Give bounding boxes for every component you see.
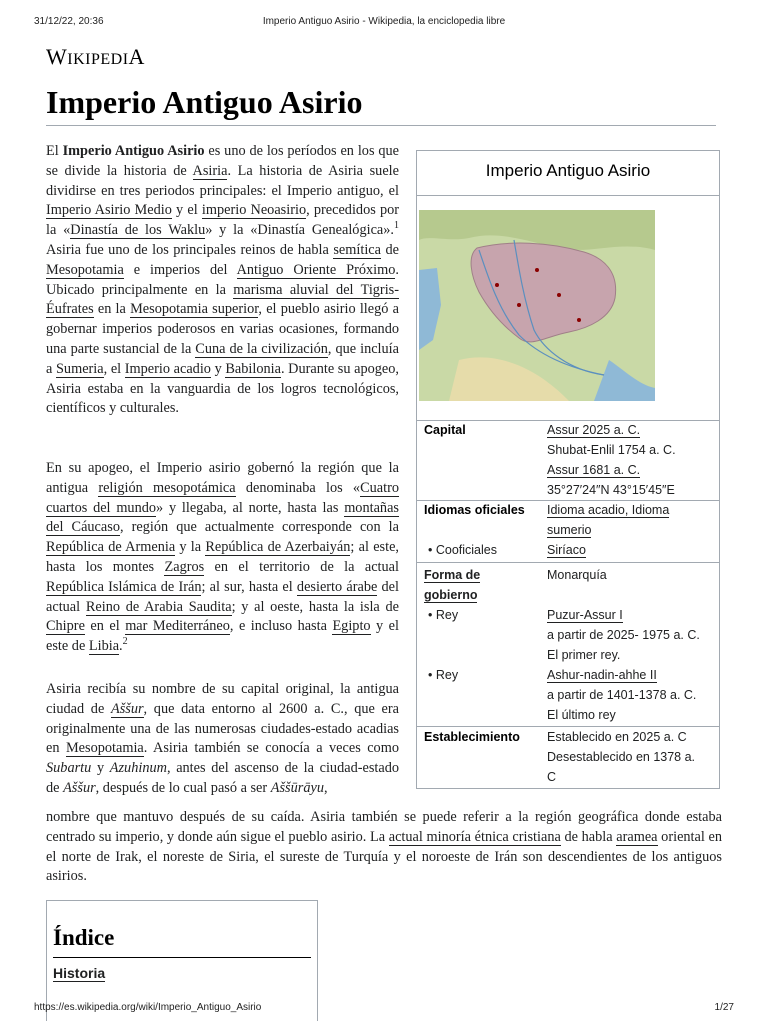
link-desierto-arabe[interactable]: desierto árabe <box>296 578 378 595</box>
capital-line-1[interactable]: Assur 2025 a. C. <box>547 423 641 437</box>
toc-title: Índice <box>53 925 115 950</box>
infobox-divider <box>417 562 719 563</box>
capital-line-2[interactable]: Shubat-Enlil 1754 a. C. <box>547 443 676 457</box>
paragraph-nombre: Asiria recibía su nombre de su capital original, la antigua ciudad de Aššur, que data entorno al 2600 a. C., que era originalmente una de las numerosas ciudades-estado acadias en Mesopotamia. Asiria también se conocía a veces como Subartu y Azuhinum, antes del ascenso de la ciudad-estado de Aššur, después de lo cual pasó a ser Aššūrāyu, <box>46 681 399 796</box>
map-svg <box>419 210 655 401</box>
link-imperio-neoasirio[interactable]: imperio Neoasirio <box>201 202 307 219</box>
link-arabia-saudita[interactable]: Reino de Arabia Saudita <box>85 598 232 615</box>
link-mediterraneo[interactable]: mar Mediterráneo <box>125 618 230 635</box>
link-zagros[interactable]: Zagros <box>164 558 205 575</box>
link-babilonia[interactable]: Babilonia <box>225 360 281 377</box>
logo-w: W <box>46 44 68 69</box>
print-page-title: Imperio Antiguo Asirio - Wikipedia, la enciclopedia libre <box>262 16 506 27</box>
link-asiria[interactable]: Asiria <box>192 162 228 179</box>
establecimiento-value: Establecido en 2025 a. C Desestablecido en 1378 a. C <box>547 730 696 784</box>
link-mesopotamia-superior[interactable]: Mesopotamia superior <box>130 301 259 318</box>
rey-label-1: • Rey <box>428 608 459 622</box>
link-libia[interactable]: Libia <box>88 638 120 655</box>
link-dinastia-waklu[interactable]: Dinastía de los Waklu <box>70 222 206 239</box>
cooficiales-label: • Cooficiales <box>428 543 497 557</box>
link-mesopotamia[interactable]: Mesopotamia <box>46 261 124 278</box>
link-armenia[interactable]: República de Armenia <box>46 539 176 556</box>
capital-value <box>547 420 711 500</box>
paragraph-intro: El Imperio Antiguo Asirio es uno de los períodos en los que se divide la historia de Asiria. La historia de Asiria suele dividirse en tres periodos principales: el Imperio antiguo, el Imperio Asirio Medio y el imperio Neoasirio, precedidos por la «Dinastía de los Waklu» y la «Dinastía Genealógica».$^1$ Asiria fue uno de los principales reinos de habla semítica de Mesopotamia e imperios del Antiguo Oriente Próximo. Ubicado principalmente en la marisma aluvial del Tigris-Éufrates en la Mesopotamia superior, el pueblo asirio llegó a gobernar imperios poderosos en varias ocasiones, formando una parte sustancial de la Cuna de la civilización, que incluía a Sumeria, el Imperio acadio y Babilonia. Durante su apogeo, Asiria estaba en la vanguardia de los logros tecnológicos, científicos y culturales. <box>46 143 400 417</box>
link-chipre[interactable]: Chipre <box>46 618 85 635</box>
link-marisma-aluvial[interactable]: marisma aluvial del Tigris-Éufrates <box>46 281 399 318</box>
infobox <box>416 150 720 789</box>
link-montanas-caucaso[interactable]: montañas del Cáucaso <box>46 499 399 536</box>
capital-line-3[interactable]: Assur 1681 a. C. <box>547 463 641 477</box>
capital-coordinates[interactable]: 35°27′24″N 43°15′45″E <box>547 483 675 497</box>
rey-2-link[interactable]: Ashur-nadin-ahhe II <box>547 668 657 682</box>
link-antiguo-oriente-proximo[interactable]: Antiguo Oriente Próximo <box>236 261 396 278</box>
rey-label-2: • Rey <box>428 668 459 682</box>
wikipedia-logo[interactable] <box>46 44 145 70</box>
infobox-divider <box>417 195 719 196</box>
capital-label: Capital <box>424 423 466 437</box>
rey-1-link[interactable]: Puzur-Assur I <box>547 608 623 622</box>
gobierno-label: Forma de gobierno <box>424 568 481 602</box>
link-cuna-civilizacion[interactable]: Cuna de la civilización <box>195 340 328 357</box>
idiomas-value[interactable]: Idioma acadio, Idioma sumerio <box>547 503 670 537</box>
toc-divider <box>53 957 311 958</box>
logo-a: A <box>128 44 145 69</box>
print-url: https://es.wikipedia.org/wiki/Imperio_Antiguo_Asirio <box>34 1002 262 1013</box>
link-mesopotamia-2[interactable]: Mesopotamia <box>65 740 144 757</box>
rey-2-value: Ashur-nadin-ahhe II a partir de 1401-1378 a. C. El último rey <box>547 665 711 725</box>
print-page-number: 1/27 <box>714 1002 734 1013</box>
establecimiento-label: Establecimiento <box>424 730 520 744</box>
link-egipto[interactable]: Egipto <box>332 618 371 635</box>
link-imperio-acadio[interactable]: Imperio acadio <box>124 360 211 377</box>
link-assur[interactable]: Aššur <box>110 700 144 717</box>
toc-item-historia[interactable]: Historia <box>53 965 106 981</box>
gobierno-value: Monarquía <box>547 568 607 582</box>
link-religion-mesopotamica[interactable]: religión mesopotámica <box>98 479 236 496</box>
link-imperio-asirio-medio[interactable]: Imperio Asirio Medio <box>46 202 172 219</box>
link-semitica[interactable]: semítica <box>333 241 381 258</box>
link-minoria-etnica[interactable]: actual minoría étnica cristiana <box>388 828 561 845</box>
print-header <box>34 16 734 30</box>
rey-1-value: Puzur-Assur I a partir de 2025- 1975 a. C. El primer rey. <box>547 605 711 665</box>
paragraph-apogeo: En su apogeo, el Imperio asirio gobernó la región que la antigua religión mesopotámica denominaba los «Cuatro cuartos del mundo» y llegaba, al norte, hasta las montañas del Cáucaso, región que actualmente corresponde con la República de Armenia y la República de Azerbaiyán; al este, hasta los montes Zagros en el territorio de la actual República Islámica de Irán; al sur, hasta el desierto árabe del actual Reino de Arabia Saudita; y al oeste, hasta la isla de Chipre en el mar Mediterráneo, e incluso hasta Egipto y el este de Libia.$^2$ <box>46 460 399 655</box>
page-title: Imperio Antiguo Asirio <box>46 82 716 126</box>
link-iran[interactable]: República Islámica de Irán <box>46 578 202 595</box>
link-azerbaiyan[interactable]: República de Azerbaiyán <box>205 539 351 556</box>
link-aramea[interactable]: aramea <box>616 828 658 845</box>
print-date: 31/12/22, 20:36 <box>34 16 104 27</box>
logo-rest: IKIPEDI <box>67 51 129 68</box>
idiomas-label: Idiomas oficiales <box>424 503 525 517</box>
link-sumeria[interactable]: Sumeria <box>55 360 104 377</box>
infobox-title: Imperio Antiguo Asirio <box>485 161 651 180</box>
link-cuatro-cuartos[interactable]: Cuatro cuartos del mundo <box>46 479 399 516</box>
cooficiales-value[interactable]: Siríaco <box>547 543 586 557</box>
map-image[interactable] <box>419 210 655 401</box>
paragraph-nombre-cont: nombre que mantuvo después de su caída. Asiria también se puede referir a la región geográfica donde estaba centrado su imperio, y donde aún sigue el pueblo asirio. La actual minoría étnica cristiana de habla aramea oriental en el norte de Irak, el noreste de Siria, el sureste de Turquía y el noroeste de Irán son descendientes de los antiguos asirios. <box>46 809 722 885</box>
